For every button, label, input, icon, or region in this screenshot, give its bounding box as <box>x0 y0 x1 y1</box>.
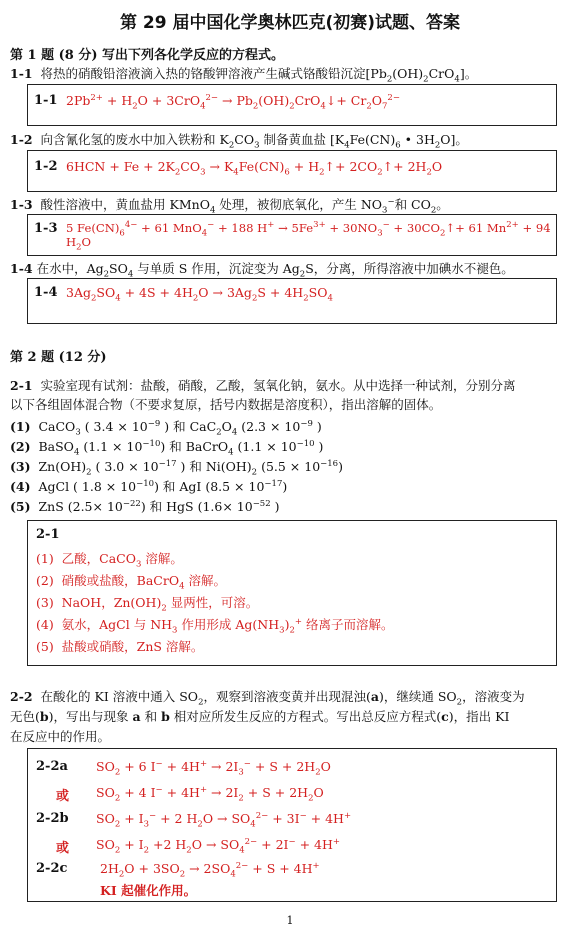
label-2-2a: 2-2a <box>36 759 68 774</box>
ki-role: KI 起催化作用。 <box>100 883 197 898</box>
eq-2-2b-1: $SO_2 + I_3^- + 2$ $H_2O \to SO_4^{2-} + 3I^- + 4H^+$ <box>96 810 352 830</box>
q2-1-answer-box <box>27 520 557 666</box>
q2-2-line3: 在反应中的作用。 <box>10 729 111 744</box>
q1-3-answer: 5 $Fe(CN)_6^{4-} + 61$ MnO$_4$− + 188 $H^+ \to 5Fe^{3+} + 30NO_3^-$ + $30CO_2↑+ 61$ $Mn^{2+} + 94$ $H_2O$ <box>66 220 551 253</box>
mixture-2: (2) BaSO$_4$ $(1.1 \times 10^{-10})$ 和 BaCrO$_4$ ($1.1 \times 10^{-10}$ ) <box>10 438 324 458</box>
q1-heading: 第 1 题 (8 分) 写出下列各化学反应的方程式。 <box>10 48 285 63</box>
q2-heading: 第 2 题 (12 分) <box>10 350 107 365</box>
mixture-1: (1) CaCO$_3$ ( $3.4 \times 10^{-9}$ ) 和 $CaC_2O_4$ ($2.3 \times 10^{-9}$ ) <box>10 418 322 438</box>
q2-1-intro-line1: 2-1 实验室现有试剂：盐酸，硝酸，乙酸，氢氧化钠，氨水。从中选择一种试剂，分别分离 <box>10 378 516 393</box>
q1-4-label: 1-4 <box>34 285 58 300</box>
mixture-3: (3) $Zn(OH)_2$ ( $3.0 \times 10^{-17}$ ) 和 $Ni(OH)_2$ $(5.5 \times 10^{-16})$ <box>10 458 343 478</box>
eq-2-2c: $2H_2O + 3SO_2 \to 2SO_4^{2-} + S + 4H^+$ <box>100 860 320 880</box>
q2-1-label: 2-1 <box>36 527 60 542</box>
q1-2-answer: $6HCN + Fe + 2K_2CO_3 \to K_4Fe(CN)_6$ + $H_2↑+$ $2CO_2↑+ 2H_2O$ <box>66 159 443 178</box>
page-number: 1 <box>286 914 294 927</box>
eq-2-2b-2: $SO_2 + I_2 +2$ $H_2O \to SO_4^{2-} + 2I^- + 4H^+$ <box>96 836 340 856</box>
q1-1-answer-box <box>27 84 557 126</box>
label-2-2c: 2-2c <box>36 861 68 876</box>
q1-2-label: 1-2 <box>34 159 58 174</box>
label-2-2b: 2-2b <box>36 811 69 826</box>
answer-2-1-1: (1) 乙酸，CaCO$_3$ 溶解。 <box>36 551 183 570</box>
q1-2-question: 1-2 向含氰化氢的废水中加入铁粉和 $K_2CO_3$ 制备黄血盐 [$K_4Fe(CN)_6$ • $3H_2O$]。 <box>10 132 468 151</box>
q1-1-label: 1-1 <box>34 93 58 108</box>
answer-2-1-2: (2) 硝酸或盐酸，BaCrO$_4$ 溶解。 <box>36 573 226 592</box>
q1-3-label: 1-3 <box>34 221 58 236</box>
label-or-1: 或 <box>56 789 70 804</box>
q1-1-answer: $2Pb^{2+} + H_2O + 3CrO_4^{2-}$ → $Pb_2(OH)_2CrO_4↓+ Cr_2O_7^{2-}$ <box>66 92 400 112</box>
label-or-2: 或 <box>56 841 70 856</box>
eq-2-2a-1: $SO_2 + 6$ $I^- + 4H^+ \to 2I_3^- + S + 2H_2O$ <box>96 758 331 778</box>
q1-2-answer-box <box>27 150 557 192</box>
q2-2-line1: 2-2 在酸化的 KI 溶液中通入 $SO_2$，观察到溶液变黄并出现混浊(a)，继续通 $SO_2$，溶液变为 <box>10 689 525 708</box>
q1-1-question: 1-1 将热的硝酸铅溶液滴入热的铬酸钾溶液产生碱式铬酸铅沉淀$[Pb_2(OH)_2CrO_4]$。 <box>10 66 478 85</box>
answer-2-1-3: (3) NaOH，$Zn(OH)_2$ 显两性，可溶。 <box>36 595 259 614</box>
q1-4-answer: $3Ag_2SO_4 + 4S + 4H_2O \to 3Ag_2S + 4H_2SO_4$ <box>66 285 333 304</box>
page-title: 第 29 届中国化学奥林匹克(初赛)试题、答案 <box>119 13 461 33</box>
q1-4-answer-box <box>27 278 557 324</box>
mixture-5: (5) ZnS $(2.5\times 10^{-22})$ 和 HgS ($1.6\times 10^{-52}$ ) <box>10 498 280 514</box>
answer-2-1-4: (4) 氨水，AgCl 与 $NH_3$ 作用形成 $Ag(NH_3)_2^+$ 络离子而溶解。 <box>36 616 394 636</box>
q1-4-question: 1-4 在水中，$Ag_2SO_4$ 与单质 S 作用，沉淀变为 $Ag_2S$，分离，所得溶液中加碘水不褪色。 <box>10 261 514 280</box>
mixture-4: (4) AgCl ( $1.8 \times 10^{-10}$) 和 AgI $(8.5 \times 10^{-17})$ <box>10 478 288 494</box>
answer-2-1-5: (5) 盐酸或硝酸，ZnS 溶解。 <box>36 639 204 654</box>
q1-3-question: 1-3 酸性溶液中，黄血盐用 KMnO$_4$ 处理，被彻底氧化，产生 $NO_3^-$和 $CO_2$。 <box>10 196 449 216</box>
q1-3-answer-box <box>27 214 557 256</box>
eq-2-2a-2: $SO_2 + 4$ $I^- + 4H^+ \to 2I_2 + S + 2H_2O$ <box>96 784 324 804</box>
q2-1-intro-line2: 以下各组固体混合物（不要求复原，括号内数据是溶度积），指出溶解的固体。 <box>10 397 442 412</box>
q2-2-line2: 无色(b)，写出与现象 a 和 b 相对应所发生反应的方程式。写出总反应方程式(c)，指出 KI <box>10 709 510 724</box>
q2-2-answer-box <box>27 748 557 902</box>
